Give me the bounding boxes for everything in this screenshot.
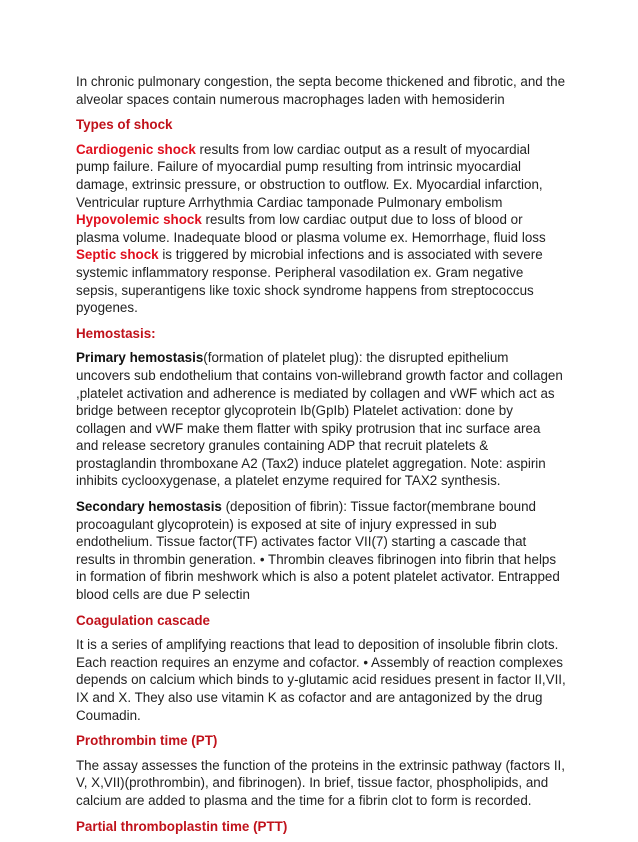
primary-hemostasis-text: (formation of platelet plug): the disrupted epithelium uncovers sub endothelium that contains von-willebrand growth factor and collagen ,platelet activation and adherence is mediated by collagen and vWF which act as bridge between receptor glycoprotein Ib(GpIb) Platelet activation: done by collagen and vWF make them flatter with spiky protrusion that inc surface area and release secretory granules containing ADP that recruit platelets & prostaglandin thromboxane A2 (Tax2) induce platelet aggregation. Note: aspirin inhibits cyclooxygenase, a platelet enzyme required for TAX2 synthesis. [76, 350, 563, 489]
prothrombin-time-paragraph: The assay assesses the function of the proteins in the extrinsic pathway (factors II, V, X,VII)(prothrombin), and fibrinogen). In brief, tissue factor, phospholipids, and calcium are added to plasma and the time for a fibrin clot to form is recorded. [76, 757, 566, 808]
septic-shock-text: is triggered by microbial infections and is associated with severe systemic inflammatory response. Peripheral vasodilation ex. Gram negative sepsis, superantigens like toxic shock syndrome happens from streptococcus pyogenes. [76, 247, 543, 316]
shock-paragraph [76, 141, 566, 317]
types-of-shock-heading: Types of shock [76, 117, 173, 133]
coagulation-cascade-paragraph: It is a series of amplifying reactions that lead to deposition of insoluble fibrin clots. Each reaction requires an enzyme and cofactor. • Assembly of reaction complexes depends on calcium which binds to y-glutamic acid residues present in factor II,VII, IX and X. They also use vitamin K as cofactor and are antagonized by the drug Coumadin. [76, 637, 566, 723]
document-page [76, 73, 566, 842]
primary-hemostasis-term: Primary hemostasis [76, 350, 204, 366]
septic-shock-term: Septic shock [76, 247, 159, 263]
hemostasis-heading: Hemostasis: [76, 325, 156, 341]
primary-hemostasis-paragraph [76, 349, 566, 490]
hypovolemic-shock-term: Hypovolemic shock [76, 212, 202, 228]
prothrombin-time-heading: Prothrombin time (PT) [76, 733, 218, 749]
coagulation-cascade-heading: Coagulation cascade [76, 612, 210, 628]
partial-thromboplastin-time-heading: Partial thromboplastin time (PTT) [76, 818, 288, 834]
secondary-hemostasis-term: Secondary hemostasis [76, 499, 222, 515]
secondary-hemostasis-paragraph [76, 498, 566, 604]
secondary-hemostasis-text: (deposition of fibrin): Tissue factor(membrane bound procoagulant glycoprotein) is exposed at site of injury expressed in sub endothelium. Tissue factor(TF) activates factor VII(7) starting a cascade that results in thrombin generation. • Thrombin cleaves fibrinogen into fibrin that helps in formation of fibrin meshwork which is also a potent platelet activator. Entrapped blood cells are due P selectin [76, 499, 560, 603]
intro-paragraph: In chronic pulmonary congestion, the septa become thickened and fibrotic, and the alveolar spaces contain numerous macrophages laden with hemosiderin [76, 74, 566, 107]
cardiogenic-shock-text: results from low cardiac output as a result of myocardial pump failure. Failure of myocardial pump resulting from intrinsic myocardial damage, extrinsic pressure, or obstruction to outflow. Ex. Myocardial infarction, Ventricular rupture Arrhythmia Cardiac tamponade Pulmonary embolism [76, 141, 543, 210]
cardiogenic-shock-term: Cardiogenic shock [76, 141, 196, 157]
hypovolemic-shock-text: results from low cardiac output due to loss of blood or plasma volume. Inadequate blood or plasma volume ex. Hemorrhage, fluid loss [76, 212, 546, 245]
